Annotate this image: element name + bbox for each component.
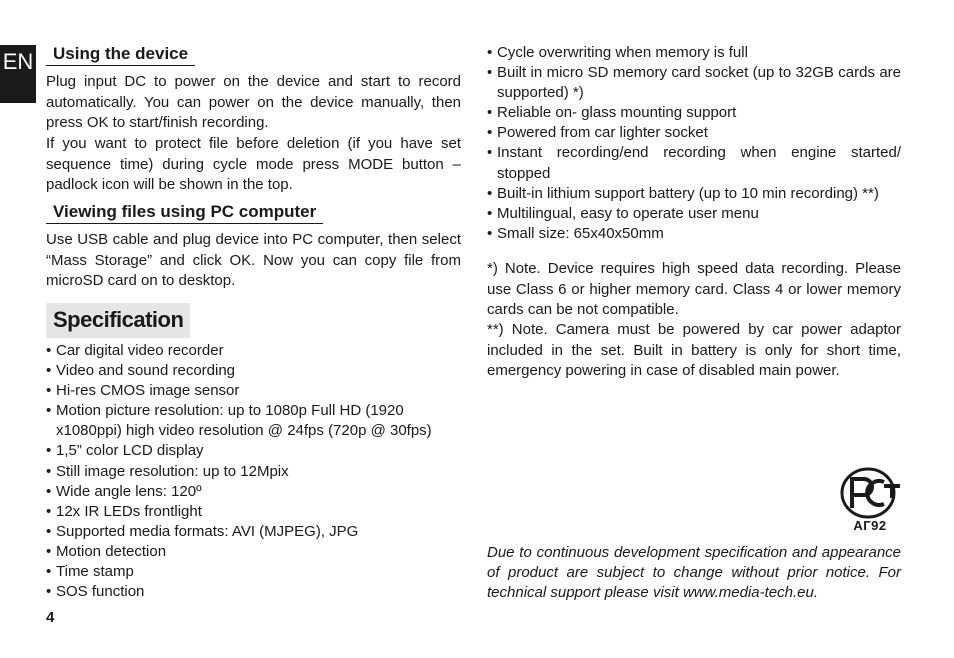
spec-item: • Supported media formats: AVI (MJPEG), JPG	[46, 522, 461, 542]
spec-item: • Time stamp	[46, 562, 461, 582]
note-memory-card: *) Note. Device requires high speed data recording. Please use Class 6 or higher memory card. Class 4 or lower memory cards can be not compatible.	[487, 260, 901, 318]
spec-item: • Wide angle lens: 120º	[46, 482, 461, 502]
specification-list-left	[46, 341, 461, 602]
spec-item: • Instant recording/end recording when engine started/ stopped	[487, 143, 901, 183]
using-device-paragraph-1: Plug input DC to power on the device and start to record automatically. You can power on the device manually, then press OK to start/finish recording.	[46, 73, 461, 131]
viewing-files-paragraph: Use USB cable and plug device into PC computer, then select “Mass Storage” and click OK. Now you can copy file from microSD card on to desktop.	[46, 231, 461, 289]
note-power: **) Note. Camera must be powered by car power adaptor included in the set. Built in battery is only for short time, emergency powering in case of disabled main power.	[487, 321, 901, 379]
spec-item: • Motion detection	[46, 542, 461, 562]
spec-item: • SOS function	[46, 582, 461, 602]
using-device-heading: Using the device	[46, 44, 195, 66]
spec-item: • Video and sound recording	[46, 361, 461, 381]
spec-item: • Still image resolution: up to 12Mpix	[46, 462, 461, 482]
specification-title: Specification	[46, 303, 190, 338]
rst-certification-icon	[838, 466, 902, 526]
specification-list-right	[487, 43, 901, 244]
using-device-paragraph-2: If you want to protect file before deletion (if you have set sequence time) during cycle mode press MODE button – padlock icon will be shown in the top.	[46, 135, 461, 193]
footer-disclaimer: Due to continuous development specification and appearance of product are subject to change without prior notice. For technical support please visit www.media-tech.eu.	[487, 544, 901, 601]
spec-item: • Reliable on- glass mounting support	[487, 103, 901, 123]
spec-item: • Car digital video recorder	[46, 341, 461, 361]
spec-item: • Hi-res CMOS image sensor	[46, 381, 461, 401]
page-number: 4	[46, 609, 55, 626]
language-tab: EN	[0, 45, 36, 103]
certification-code: АГ92	[853, 518, 887, 533]
spec-item: • Motion picture resolution: up to 1080p Full HD (1920 x1080ppi) high video resolution @ 24fps (720p @ 30fps)	[46, 401, 461, 441]
spec-item: • Cycle overwriting when memory is full	[487, 43, 901, 63]
spec-item: • 12x IR LEDs frontlight	[46, 502, 461, 522]
spec-item: • Small size: 65x40x50mm	[487, 224, 901, 244]
spec-item: • Powered from car lighter socket	[487, 123, 901, 143]
spec-item: • Multilingual, easy to operate user menu	[487, 204, 901, 224]
spec-item: • Built in micro SD memory card socket (up to 32GB cards are supported) *)	[487, 63, 901, 103]
spec-item: • Built-in lithium support battery (up to 10 min recording) **)	[487, 184, 901, 204]
spec-item: • 1,5” color LCD display	[46, 441, 461, 461]
viewing-files-heading: Viewing files using PC computer	[46, 202, 323, 224]
